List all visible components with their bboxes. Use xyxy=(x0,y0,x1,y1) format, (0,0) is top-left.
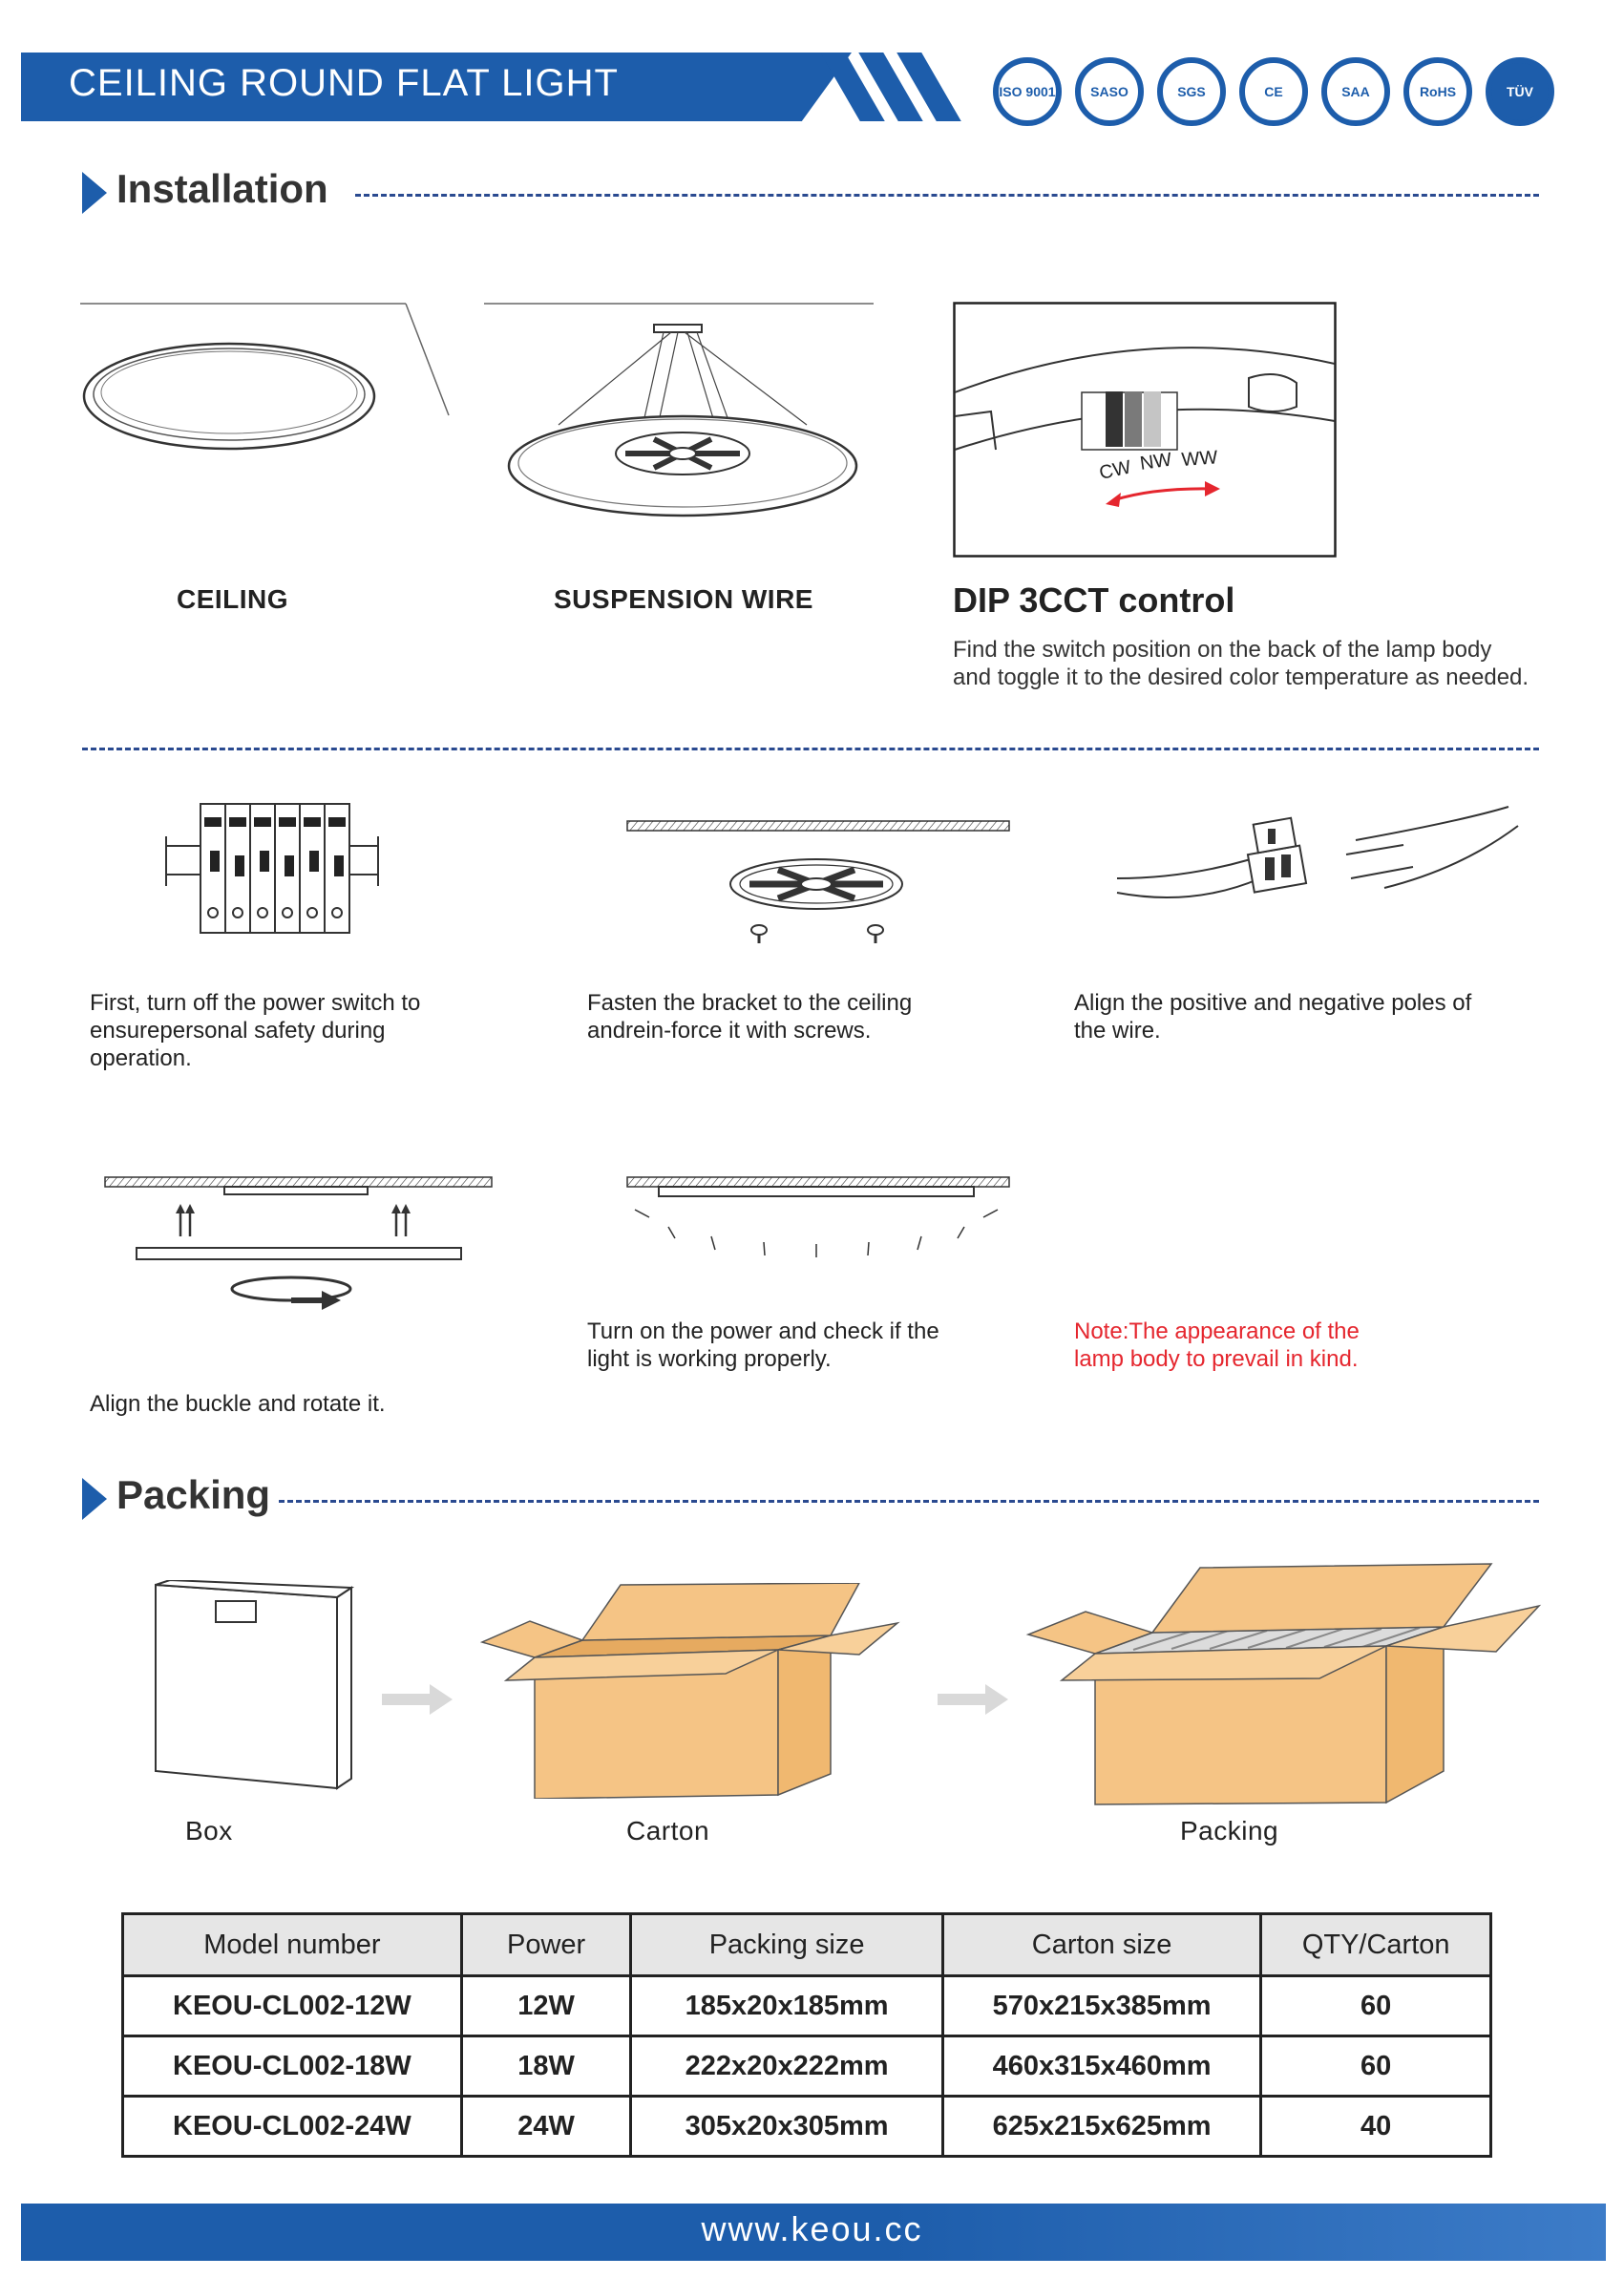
carton-label: Carton xyxy=(626,1816,710,1846)
step4-text: Align the buckle and rotate it. xyxy=(90,1391,386,1417)
light-on-illustration xyxy=(625,1170,1017,1275)
table-row xyxy=(123,1976,1491,2036)
circuit-breaker-illustration xyxy=(162,798,382,941)
saa-logo: SAA xyxy=(1321,57,1390,126)
wire-connector-illustration xyxy=(1107,802,1528,926)
section-divider xyxy=(355,194,1539,197)
step3-text-line2: the wire. xyxy=(1074,1018,1161,1044)
suspension-lamp-illustration xyxy=(482,296,883,525)
ceiling-label: CEILING xyxy=(177,584,289,614)
dip-description-line2: and toggle it to the desired color temperature as needed. xyxy=(953,664,1529,690)
note-text-line1: Note:The appearance of the xyxy=(1074,1318,1360,1344)
cell-model: KEOU-CL002-12W xyxy=(123,1976,462,2036)
cell-power: 18W xyxy=(461,2036,631,2097)
sgs-logo: SGS xyxy=(1157,57,1226,126)
arrow-right-icon xyxy=(382,1680,458,1719)
step2-text-line2: andrein-force it with screws. xyxy=(587,1018,872,1044)
header-carton-size: Carton size xyxy=(942,1914,1261,1976)
cell-power: 12W xyxy=(461,1976,631,2036)
switch-label-ww: WW xyxy=(1180,447,1219,471)
packing-heading: Packing xyxy=(116,1472,271,1517)
section-arrow-icon xyxy=(82,1478,107,1520)
section-arrow-icon xyxy=(82,172,107,214)
switch-label-nw: NW xyxy=(1138,449,1173,475)
ce-logo: CE xyxy=(1239,57,1308,126)
rohs-logo: RoHS xyxy=(1403,57,1472,126)
saso-logo: SASO xyxy=(1075,57,1144,126)
dip-switch-illustration xyxy=(953,302,1337,558)
dip-control-title: DIP 3CCT control xyxy=(953,580,1235,620)
cell-packing-size: 305x20x305mm xyxy=(631,2097,942,2157)
table-row xyxy=(123,2097,1491,2157)
dip-description-line1: Find the switch position on the back of the lamp body xyxy=(953,637,1492,663)
iso-9001-logo: ISO 9001 xyxy=(993,57,1062,126)
cell-qty: 60 xyxy=(1261,2036,1491,2097)
cell-model: KEOU-CL002-24W xyxy=(123,2097,462,2157)
step1-text-line3: operation. xyxy=(90,1045,192,1071)
certification-logos xyxy=(993,55,1590,128)
switch-label-cw: CW xyxy=(1097,456,1133,484)
step1-text-line2: ensurepersonal safety during xyxy=(90,1018,386,1044)
page-title: CEILING ROUND FLAT LIGHT xyxy=(69,62,619,104)
buckle-rotate-illustration xyxy=(100,1170,501,1313)
note-text-line2: lamp body to prevail in kind. xyxy=(1074,1346,1359,1372)
bracket-illustration xyxy=(625,817,1017,951)
cell-packing-size: 185x20x185mm xyxy=(631,1976,942,2036)
footer-website-link[interactable]: www.keou.cc xyxy=(701,2209,923,2248)
cell-model: KEOU-CL002-18W xyxy=(123,2036,462,2097)
header-model-number: Model number xyxy=(123,1914,462,1976)
table-header-row xyxy=(123,1914,1491,1976)
cell-carton-size: 625x215x625mm xyxy=(942,2097,1261,2157)
cell-qty: 60 xyxy=(1261,1976,1491,2036)
box-label: Box xyxy=(185,1816,233,1846)
arrow-right-icon xyxy=(938,1680,1014,1719)
section-divider xyxy=(82,748,1539,750)
cell-qty: 40 xyxy=(1261,2097,1491,2157)
section-divider xyxy=(279,1500,1539,1503)
installation-heading: Installation xyxy=(116,166,328,211)
cell-power: 24W xyxy=(461,2097,631,2157)
header-qty-carton: QTY/Carton xyxy=(1261,1914,1491,1976)
suspension-wire-label: SUSPENSION WIRE xyxy=(554,584,813,614)
step5-text-line2: light is working properly. xyxy=(587,1346,832,1372)
cell-carton-size: 460x315x460mm xyxy=(942,2036,1261,2097)
cell-packing-size: 222x20x222mm xyxy=(631,2036,942,2097)
step5-text-line1: Turn on the power and check if the xyxy=(587,1318,939,1344)
step1-text-line1: First, turn off the power switch to xyxy=(90,990,421,1016)
header-packing-size: Packing size xyxy=(631,1914,942,1976)
table-row xyxy=(123,2036,1491,2097)
spec-table xyxy=(121,1912,1492,2158)
step2-text-line1: Fasten the bracket to the ceiling xyxy=(587,990,913,1016)
carton-illustration xyxy=(477,1583,902,1799)
packing-illustration xyxy=(1023,1547,1544,1806)
header-power: Power xyxy=(461,1914,631,1976)
tuv-logo: TÜV xyxy=(1486,57,1554,126)
box-illustration xyxy=(151,1580,361,1795)
ceiling-lamp-illustration xyxy=(76,296,458,458)
step3-text-line1: Align the positive and negative poles of xyxy=(1074,990,1472,1016)
packing-label: Packing xyxy=(1180,1816,1279,1846)
cell-carton-size: 570x215x385mm xyxy=(942,1976,1261,2036)
